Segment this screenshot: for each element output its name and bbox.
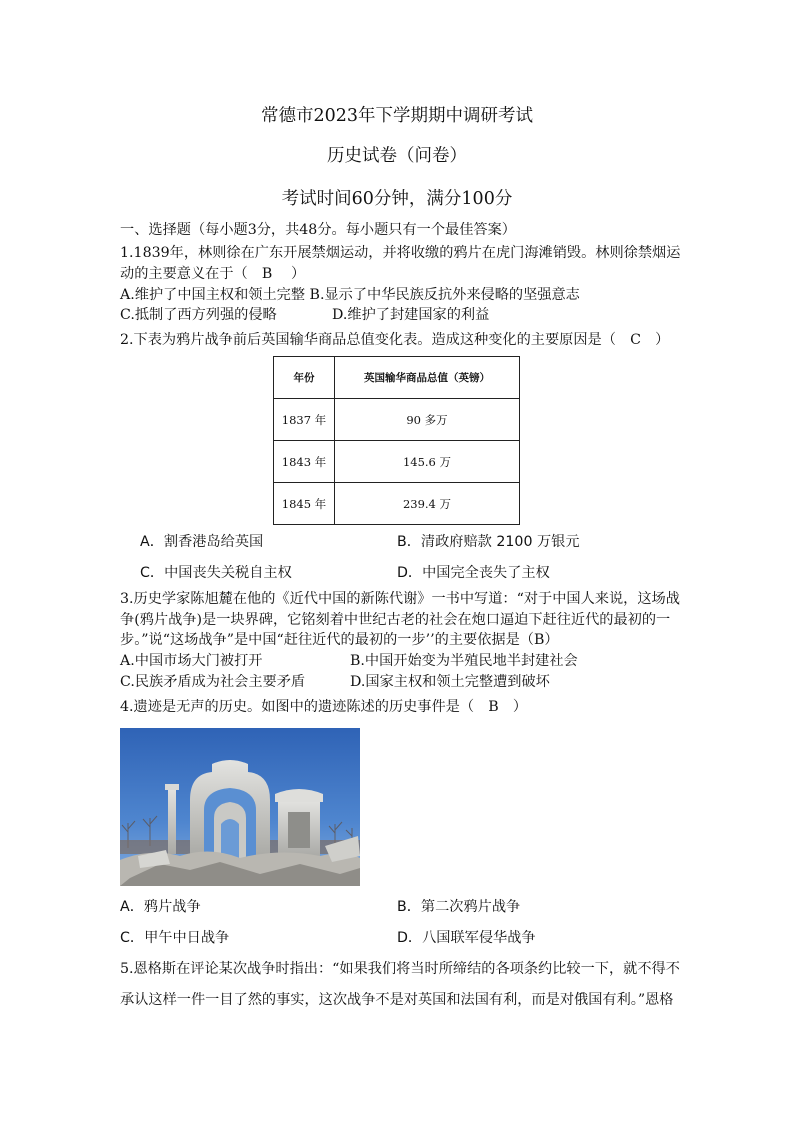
table-row: [274, 483, 520, 525]
table-cell-value: 90 多万: [335, 399, 520, 441]
q5-stem-line1: 5.恩格斯在评论某次战争时指出：“如果我们将当时所缔结的各项条约比较一下，就不得不: [120, 961, 680, 977]
q2-option-d: D．中国完全丧失了主权: [397, 565, 550, 581]
table-cell-year: 1843 年: [274, 441, 335, 483]
q3-stem-line3: 步。”说“这场战争”是中国“赶往近代的最初的一步’’的主要依据是（B）: [120, 632, 559, 648]
q5-stem-line2: 承认这样一件一目了然的事实，这次战争不是对英国和法国有利，而是对俄国有利。”恩格: [120, 992, 674, 1008]
q1-stem-line2: 动的主要意义在于（ B ）: [120, 266, 306, 282]
table-header-value: 英国输华商品总值（英镑）: [335, 357, 520, 399]
q2-option-c: C．中国丧失关税自主权: [140, 565, 292, 581]
q1-stem-line1: 1.1839年，林则徐在广东开展禁烟运动，并将收缴的鸦片在虎门海滩销毁。林则徐禁烟运: [120, 245, 681, 261]
q4-stem: 4.遗迹是无声的历史。如图中的遗迹陈述的历史事件是（ B ）: [120, 699, 528, 715]
q4-option-c: C．甲午中日战争: [120, 930, 230, 946]
table-cell-year: 1837 年: [274, 399, 335, 441]
table-cell-value: 239.4 万: [335, 483, 520, 525]
q3-stem-line1: 3.历史学家陈旭麓在他的《近代中国的新陈代谢》一书中写道：“对于中国人来说，这场战: [120, 591, 680, 607]
table-header-row: [274, 357, 520, 399]
q4-option-d: D．八国联军侵华战争: [397, 930, 536, 946]
table-row: [274, 399, 520, 441]
q4-option-a: A．鸦片战争: [120, 899, 201, 915]
q3-option-d: D.国家主权和领土完整遭到破坏: [350, 674, 550, 690]
table-cell-year: 1845 年: [274, 483, 335, 525]
q2-data-table: [273, 356, 520, 525]
q1-option-c: C.抵制了西方列强的侵略: [120, 307, 277, 323]
table-row: [274, 441, 520, 483]
table-cell-value: 145.6 万: [335, 441, 520, 483]
table-header-year: 年份: [274, 357, 335, 399]
exam-info: 考试时间60分钟，满分100分: [281, 189, 513, 209]
exam-title: 常德市2023年下学期期中调研考试: [260, 106, 534, 126]
q1-option-d: D.维护了封建国家的利益: [332, 307, 490, 323]
q4-option-b: B．第二次鸦片战争: [397, 899, 521, 915]
q2-option-b: B．清政府赔款 2100 万银元: [397, 534, 580, 550]
q2-stem: 2.下表为鸦片战争前后英国输华商品总值变化表。造成这种变化的主要原因是（ C ）: [120, 332, 670, 348]
q3-stem-line2: 争(鸦片战争)是一块界碑，它铭刻着中世纪古老的社会在炮口逼迫下赶往近代的最初的一: [120, 612, 671, 628]
q2-option-a: A．割香港岛给英国: [140, 534, 264, 550]
q3-option-a: A.中国市场大门被打开: [120, 653, 263, 669]
q1-options-ab: A.维护了中国主权和领土完整 B.显示了中华民族反抗外来侵略的坚强意志: [120, 287, 580, 303]
q3-option-c: C.民族矛盾成为社会主要矛盾: [120, 674, 306, 690]
exam-subtitle: 历史试卷（问卷）: [327, 146, 467, 166]
section-heading: 一、选择题（每小题3分，共48分。每小题只有一个最佳答案）: [120, 222, 516, 238]
q3-option-b: B.中国开始变为半殖民地半封建社会: [350, 653, 578, 669]
ruins-photo: [120, 728, 360, 886]
